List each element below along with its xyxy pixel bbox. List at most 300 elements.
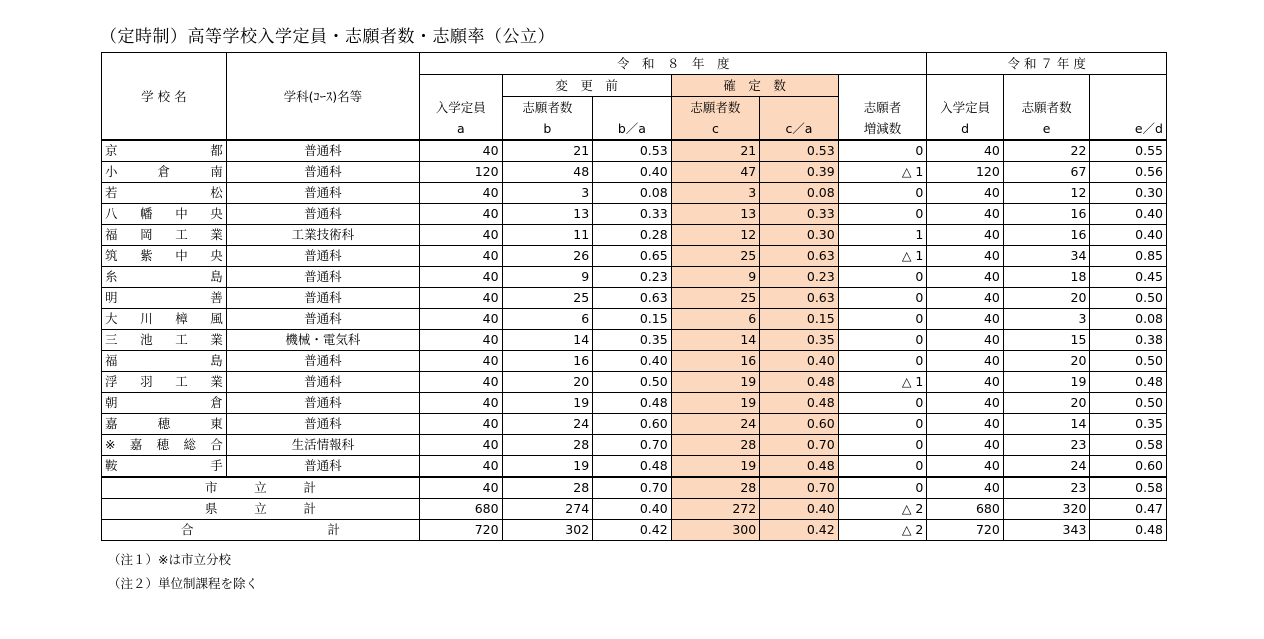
- cell-e: 18: [1003, 267, 1090, 288]
- cell-ba: 0.15: [593, 309, 672, 330]
- cell-ed: 0.58: [1090, 477, 1167, 499]
- cell-a: 40: [420, 183, 503, 204]
- note-1: （注１）※は市立分校: [108, 552, 231, 567]
- cell-c: 28: [671, 477, 760, 499]
- cell-ba: 0.65: [593, 246, 672, 267]
- name-char: 風: [210, 311, 223, 326]
- cell-b: 21: [502, 140, 593, 162]
- note-2: （注２）単位制課程を除く: [108, 576, 259, 591]
- cell-b: 26: [502, 246, 593, 267]
- cell-e: 343: [1003, 520, 1090, 541]
- name-char: 糸: [105, 269, 118, 284]
- header-letter-a: a: [420, 118, 503, 140]
- cell-ba: 0.70: [593, 435, 672, 456]
- name-char: 善: [210, 290, 223, 305]
- cell-e: 20: [1003, 288, 1090, 309]
- name-char: 松: [210, 185, 223, 200]
- cell-ed: 0.50: [1090, 288, 1167, 309]
- name-char: 若: [105, 185, 118, 200]
- cell-c: 6: [671, 309, 760, 330]
- cell-b: 48: [502, 162, 593, 183]
- header-capacity-a: 入学定員: [420, 97, 503, 119]
- cell-ca: 0.70: [760, 477, 839, 499]
- school-name: [102, 456, 227, 478]
- cell-ba: 0.50: [593, 372, 672, 393]
- table-row: [102, 288, 1167, 309]
- name-char: 工: [175, 332, 188, 347]
- table-row: [102, 225, 1167, 246]
- name-char: 羽: [140, 374, 153, 389]
- cell-b: 19: [502, 456, 593, 478]
- school-name: [102, 309, 227, 330]
- name-char: 東: [210, 416, 223, 431]
- cell-ba: 0.48: [593, 393, 672, 414]
- cell-ba: 0.23: [593, 267, 672, 288]
- cell-ba: 0.40: [593, 162, 672, 183]
- table-row: [102, 414, 1167, 435]
- cell-ed: 0.55: [1090, 140, 1167, 162]
- cell-diff: 0: [838, 477, 927, 499]
- cell-ba: 0.42: [593, 520, 672, 541]
- cell-b: 13: [502, 204, 593, 225]
- admissions-table: [101, 52, 1167, 541]
- name-char: 県: [205, 501, 218, 516]
- cell-e: 67: [1003, 162, 1090, 183]
- name-char: 業: [210, 227, 223, 242]
- cell-e: 15: [1003, 330, 1090, 351]
- cell-diff: 0: [838, 414, 927, 435]
- cell-a: 40: [420, 246, 503, 267]
- school-name: [102, 162, 227, 183]
- header-applicants-e: 志願者数: [1003, 97, 1090, 119]
- cell-d: 40: [927, 309, 1003, 330]
- cell-c: 21: [671, 140, 760, 162]
- name-char: 島: [210, 353, 223, 368]
- cell-a: 40: [420, 330, 503, 351]
- name-char: 業: [210, 332, 223, 347]
- name-char: 福: [105, 227, 118, 242]
- page-title: （定時制）高等学校入学定員・志願者数・志願率（公立）: [100, 27, 555, 47]
- table-row: [102, 372, 1167, 393]
- cell-diff: △ 1: [838, 246, 927, 267]
- name-char: 立: [254, 480, 267, 495]
- cell-ca: 0.40: [760, 499, 839, 520]
- school-name: [102, 140, 227, 162]
- cell-ca: 0.30: [760, 225, 839, 246]
- school-name: [102, 288, 227, 309]
- course-name: 普通科: [226, 288, 419, 309]
- cell-a: 40: [420, 456, 503, 478]
- cell-ed: 0.60: [1090, 456, 1167, 478]
- name-char: 倉: [157, 164, 171, 179]
- cell-d: 40: [927, 477, 1003, 499]
- table-row: [102, 456, 1167, 478]
- cell-ca: 0.35: [760, 330, 839, 351]
- total-row: [102, 499, 1167, 520]
- cell-d: 40: [927, 351, 1003, 372]
- header-before-change: 変 更 前: [502, 75, 671, 97]
- name-char: 小: [105, 164, 118, 179]
- cell-b: 11: [502, 225, 593, 246]
- cell-a: 40: [420, 414, 503, 435]
- course-name: 普通科: [226, 140, 419, 162]
- name-char: 手: [210, 458, 223, 473]
- cell-ca: 0.63: [760, 246, 839, 267]
- total-row: [102, 520, 1167, 541]
- name-char: 央: [210, 206, 223, 221]
- header-confirmed: 確 定 数: [671, 75, 838, 97]
- name-char: 川: [140, 311, 153, 326]
- cell-a: 40: [420, 267, 503, 288]
- cell-ed: 0.40: [1090, 225, 1167, 246]
- total-label: [102, 499, 420, 520]
- course-name: 普通科: [226, 162, 419, 183]
- name-char: 計: [303, 480, 317, 495]
- cell-ed: 0.30: [1090, 183, 1167, 204]
- cell-ed: 0.50: [1090, 351, 1167, 372]
- cell-c: 12: [671, 225, 760, 246]
- course-name: 普通科: [226, 246, 419, 267]
- table-row: [102, 246, 1167, 267]
- name-char: 明: [105, 290, 118, 305]
- cell-a: 120: [420, 162, 503, 183]
- cell-ed: 0.38: [1090, 330, 1167, 351]
- cell-a: 40: [420, 477, 503, 499]
- cell-c: 3: [671, 183, 760, 204]
- cell-diff: △ 1: [838, 162, 927, 183]
- cell-e: 34: [1003, 246, 1090, 267]
- cell-ca: 0.48: [760, 372, 839, 393]
- cell-ba: 0.70: [593, 477, 672, 499]
- name-char: 大: [105, 311, 118, 326]
- cell-d: 40: [927, 225, 1003, 246]
- cell-ba: 0.53: [593, 140, 672, 162]
- cell-ed: 0.48: [1090, 520, 1167, 541]
- cell-ba: 0.60: [593, 414, 672, 435]
- name-char: 工: [175, 227, 188, 242]
- name-char: 中: [175, 248, 188, 263]
- name-char: 市: [205, 480, 218, 495]
- cell-diff: 0: [838, 140, 927, 162]
- cell-ca: 0.60: [760, 414, 839, 435]
- name-char: 嘉: [105, 416, 118, 431]
- school-name: [102, 393, 227, 414]
- cell-ca: 0.08: [760, 183, 839, 204]
- cell-a: 40: [420, 288, 503, 309]
- name-char: 京: [105, 143, 118, 158]
- cell-diff: △ 2: [838, 499, 927, 520]
- cell-d: 40: [927, 204, 1003, 225]
- table-row: [102, 140, 1167, 162]
- name-char: 浮: [105, 374, 118, 389]
- cell-d: 40: [927, 393, 1003, 414]
- name-char: 計: [303, 501, 317, 516]
- name-char: 岡: [140, 227, 153, 242]
- cell-c: 272: [671, 499, 760, 520]
- cell-e: 19: [1003, 372, 1090, 393]
- cell-ba: 0.35: [593, 330, 672, 351]
- cell-ba: 0.40: [593, 499, 672, 520]
- course-name: 普通科: [226, 351, 419, 372]
- cell-a: 40: [420, 393, 503, 414]
- table-row: [102, 204, 1167, 225]
- name-char: 池: [140, 332, 153, 347]
- name-char: 合: [181, 522, 194, 537]
- cell-b: 3: [502, 183, 593, 204]
- cell-c: 47: [671, 162, 760, 183]
- cell-ca: 0.15: [760, 309, 839, 330]
- cell-c: 28: [671, 435, 760, 456]
- name-char: 穂: [157, 416, 171, 431]
- cell-ca: 0.63: [760, 288, 839, 309]
- header-r7-year: 令 和 ７ 年 度: [927, 53, 1167, 75]
- cell-c: 19: [671, 456, 760, 478]
- header-ratio-ba: b／a: [593, 118, 672, 140]
- cell-b: 19: [502, 393, 593, 414]
- cell-ca: 0.48: [760, 456, 839, 478]
- total-row: [102, 477, 1167, 499]
- cell-c: 14: [671, 330, 760, 351]
- cell-d: 40: [927, 456, 1003, 478]
- table-row: [102, 162, 1167, 183]
- header-letter-b: b: [502, 118, 593, 140]
- course-name: 普通科: [226, 414, 419, 435]
- cell-d: 40: [927, 183, 1003, 204]
- cell-b: 16: [502, 351, 593, 372]
- school-name: [102, 267, 227, 288]
- cell-d: 720: [927, 520, 1003, 541]
- header-capacity-d: 入学定員: [927, 97, 1003, 119]
- cell-a: 40: [420, 225, 503, 246]
- cell-diff: △ 2: [838, 520, 927, 541]
- cell-c: 24: [671, 414, 760, 435]
- cell-diff: 0: [838, 393, 927, 414]
- name-char: 総: [183, 437, 196, 452]
- cell-e: 16: [1003, 204, 1090, 225]
- name-char: 三: [105, 332, 118, 347]
- table-row: [102, 435, 1167, 456]
- cell-ca: 0.23: [760, 267, 839, 288]
- cell-diff: 0: [838, 204, 927, 225]
- name-char: 南: [210, 164, 223, 179]
- course-name: 普通科: [226, 267, 419, 288]
- cell-e: 20: [1003, 351, 1090, 372]
- course-name: 普通科: [226, 456, 419, 478]
- cell-ed: 0.58: [1090, 435, 1167, 456]
- cell-e: 320: [1003, 499, 1090, 520]
- cell-ca: 0.53: [760, 140, 839, 162]
- cell-e: 23: [1003, 435, 1090, 456]
- cell-diff: 0: [838, 267, 927, 288]
- cell-a: 40: [420, 351, 503, 372]
- cell-ed: 0.40: [1090, 204, 1167, 225]
- course-name: 普通科: [226, 183, 419, 204]
- cell-b: 28: [502, 477, 593, 499]
- name-char: 工: [175, 374, 188, 389]
- cell-d: 40: [927, 140, 1003, 162]
- cell-c: 19: [671, 393, 760, 414]
- table-row: [102, 183, 1167, 204]
- course-name: 普通科: [226, 372, 419, 393]
- cell-d: 40: [927, 330, 1003, 351]
- total-label: [102, 477, 420, 499]
- cell-d: 40: [927, 288, 1003, 309]
- cell-a: 40: [420, 435, 503, 456]
- cell-d: 120: [927, 162, 1003, 183]
- cell-diff: 0: [838, 351, 927, 372]
- header-letter-c: c: [671, 118, 760, 140]
- header-diff-line1: 志願者: [838, 97, 927, 119]
- cell-ed: 0.35: [1090, 414, 1167, 435]
- cell-b: 9: [502, 267, 593, 288]
- name-char: 朝: [105, 395, 118, 410]
- cell-ed: 0.48: [1090, 372, 1167, 393]
- name-char: 筑: [105, 248, 118, 263]
- header-applicants-c: 志願者数: [671, 97, 760, 119]
- name-char: 嘉: [129, 437, 143, 452]
- header-school-name: 学 校 名: [102, 53, 227, 141]
- cell-ca: 0.48: [760, 393, 839, 414]
- cell-diff: 0: [838, 435, 927, 456]
- table-row: [102, 351, 1167, 372]
- cell-ed: 0.85: [1090, 246, 1167, 267]
- cell-b: 24: [502, 414, 593, 435]
- cell-e: 24: [1003, 456, 1090, 478]
- cell-ed: 0.47: [1090, 499, 1167, 520]
- cell-ba: 0.48: [593, 456, 672, 478]
- header-letter-d: d: [927, 118, 1003, 140]
- cell-a: 680: [420, 499, 503, 520]
- school-name: [102, 204, 227, 225]
- cell-a: 40: [420, 309, 503, 330]
- course-name: 機械・電気科: [226, 330, 419, 351]
- cell-ed: 0.08: [1090, 309, 1167, 330]
- course-name: 普通科: [226, 393, 419, 414]
- cell-ca: 0.33: [760, 204, 839, 225]
- header-diff-line2: 増減数: [838, 118, 927, 140]
- name-char: 鞍: [105, 458, 118, 473]
- table-row: [102, 267, 1167, 288]
- cell-e: 3: [1003, 309, 1090, 330]
- cell-e: 20: [1003, 393, 1090, 414]
- cell-c: 13: [671, 204, 760, 225]
- name-char: 福: [105, 353, 118, 368]
- cell-b: 14: [502, 330, 593, 351]
- cell-d: 680: [927, 499, 1003, 520]
- cell-diff: 0: [838, 183, 927, 204]
- header-course-name: 学科(ｺｰｽ)名等: [226, 53, 419, 141]
- course-name: 普通科: [226, 309, 419, 330]
- cell-e: 23: [1003, 477, 1090, 499]
- cell-b: 302: [502, 520, 593, 541]
- cell-d: 40: [927, 414, 1003, 435]
- cell-e: 16: [1003, 225, 1090, 246]
- cell-c: 300: [671, 520, 760, 541]
- table-row: [102, 309, 1167, 330]
- cell-a: 40: [420, 140, 503, 162]
- cell-b: 6: [502, 309, 593, 330]
- total-label: [102, 520, 420, 541]
- name-char: 幡: [140, 206, 153, 221]
- course-name: 生活情報科: [226, 435, 419, 456]
- name-char: 樟: [175, 311, 188, 326]
- cell-c: 16: [671, 351, 760, 372]
- cell-a: 40: [420, 372, 503, 393]
- cell-b: 20: [502, 372, 593, 393]
- cell-ba: 0.40: [593, 351, 672, 372]
- cell-c: 25: [671, 246, 760, 267]
- table-row: [102, 330, 1167, 351]
- cell-diff: 0: [838, 309, 927, 330]
- name-char: 計: [327, 522, 341, 537]
- school-name: [102, 246, 227, 267]
- name-char: 央: [210, 248, 223, 263]
- cell-ba: 0.33: [593, 204, 672, 225]
- cell-diff: 0: [838, 456, 927, 478]
- name-char: 立: [254, 501, 267, 516]
- header-applicants-b: 志願者数: [502, 97, 593, 119]
- school-name: [102, 330, 227, 351]
- header-letter-e: e: [1003, 118, 1090, 140]
- course-name: 工業技術科: [226, 225, 419, 246]
- cell-ba: 0.63: [593, 288, 672, 309]
- name-char: 紫: [140, 248, 153, 263]
- cell-a: 40: [420, 204, 503, 225]
- cell-diff: 1: [838, 225, 927, 246]
- cell-e: 22: [1003, 140, 1090, 162]
- school-name: [102, 225, 227, 246]
- cell-ca: 0.39: [760, 162, 839, 183]
- header-ratio-ed: e／d: [1090, 118, 1167, 140]
- cell-ca: 0.70: [760, 435, 839, 456]
- cell-diff: 0: [838, 288, 927, 309]
- cell-c: 9: [671, 267, 760, 288]
- name-char: 八: [105, 206, 118, 221]
- cell-c: 19: [671, 372, 760, 393]
- school-name: [102, 372, 227, 393]
- name-char: 穂: [156, 437, 170, 452]
- name-char: 島: [210, 269, 223, 284]
- table-row: [102, 393, 1167, 414]
- cell-d: 40: [927, 435, 1003, 456]
- cell-d: 40: [927, 246, 1003, 267]
- cell-b: 28: [502, 435, 593, 456]
- school-name: [102, 351, 227, 372]
- cell-ed: 0.56: [1090, 162, 1167, 183]
- cell-e: 12: [1003, 183, 1090, 204]
- cell-ed: 0.50: [1090, 393, 1167, 414]
- cell-diff: △ 1: [838, 372, 927, 393]
- cell-b: 274: [502, 499, 593, 520]
- cell-d: 40: [927, 267, 1003, 288]
- school-name: [102, 435, 227, 456]
- cell-d: 40: [927, 372, 1003, 393]
- school-name: [102, 183, 227, 204]
- name-char: 倉: [210, 395, 223, 410]
- cell-ba: 0.28: [593, 225, 672, 246]
- name-char: 都: [210, 143, 223, 158]
- cell-c: 25: [671, 288, 760, 309]
- cell-ba: 0.08: [593, 183, 672, 204]
- cell-e: 14: [1003, 414, 1090, 435]
- name-char: ※: [105, 437, 116, 452]
- course-name: 普通科: [226, 204, 419, 225]
- name-char: 中: [175, 206, 188, 221]
- cell-diff: 0: [838, 330, 927, 351]
- header-r8-year: 令 和 ８ 年 度: [420, 53, 927, 75]
- cell-ca: 0.40: [760, 351, 839, 372]
- school-name: [102, 414, 227, 435]
